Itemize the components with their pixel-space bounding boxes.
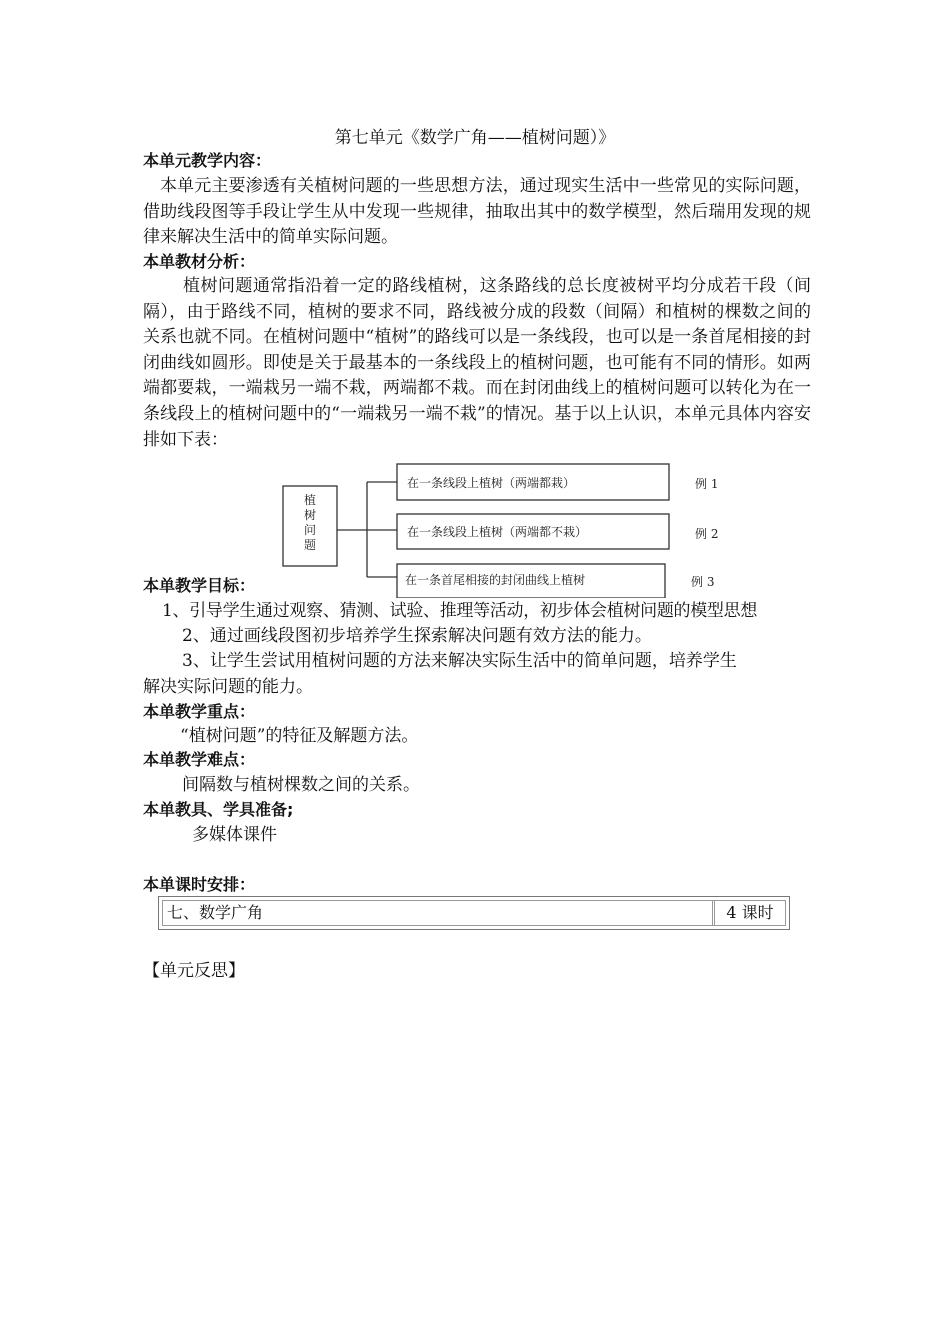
diagram-branch-label: 在一条线段上植树（两端都栽） (407, 476, 576, 490)
goal-item: 1、引导学生通过观察、猜测、试验、推理等活动，初步体会植树问题的模型思想 (162, 601, 758, 621)
analysis-heading: 本单教材分析： (143, 252, 256, 271)
goal-item: 解决实际问题的能力。 (143, 677, 313, 697)
content-paragraph: 本单元主要渗透有关植树问题的一些思想方法，通过现实生活中一些常见的实际问题，借助线段图等手段让学生从中发现一些规律，抽取出其中的数学模型，然后瑞用发现的规律来解决生活中的简单实际问题。 (143, 176, 811, 248)
diagram-root-char: 问 (303, 523, 317, 537)
key-points-heading: 本单教学重点： (143, 702, 256, 721)
diagram-example-label: 例 3 (691, 575, 715, 589)
difficulties-heading: 本单教学难点： (143, 750, 256, 769)
content-heading: 本单元教学内容： (143, 151, 272, 170)
table-row (162, 900, 786, 926)
tools-heading: 本单教具、学具准备; (143, 800, 294, 819)
goals-heading: 本单教学目标： (143, 576, 256, 595)
difficulties-text: 间隔数与植树棵数之间的关系。 (182, 775, 420, 795)
tree-problem-diagram (275, 456, 745, 598)
diagram-root-char: 树 (303, 508, 317, 522)
key-points-text: “植树问题”的特征及解题方法。 (180, 726, 419, 746)
schedule-hours: 4 课时 (726, 903, 774, 922)
goal-item: 3、让学生尝试用植树问题的方法来解决实际生活中的简单问题，培养学生 (182, 651, 737, 671)
diagram-root-char: 植 (303, 493, 317, 507)
analysis-paragraph: 植树问题通常指沿着一定的路线植树，这条路线的总长度被树平均分成若干段（间隔），由于路线不同，植树的要求不同，路线被分成的段数（间隔）和植树的棵数之间的关系也就不同。在植树问题中“植树”的路线可以是一条线段，也可以是一条首尾相接的封闭曲线如圆形。即使是关于最基本的一条线段上的植树问题，也可能有不同的情形。如两端都要栽，一端栽另一端不栽，两端都不栽。而在封闭曲线上的植树问题可以转化为在一条线段上的植树问题中的“一端栽另一端不栽”的情况。基于以上认识，本单元具体内容安排如下表： (143, 276, 811, 450)
schedule-heading: 本单课时安排： (143, 875, 256, 894)
schedule-unit-name: 七、数学广角 (163, 901, 715, 925)
diagram-branch-label: 在一条线段上植树（两端都不栽） (407, 525, 588, 539)
reflection-label: 【单元反思】 (143, 961, 245, 981)
page-title: 第七单元《数学广角——植树问题）》 (334, 128, 616, 148)
schedule-table (158, 896, 790, 930)
diagram-example-label: 例 1 (695, 477, 719, 491)
diagram-root-char: 题 (303, 538, 317, 552)
tools-text: 多媒体课件 (192, 825, 277, 845)
diagram-branch-label: 在一条首尾相接的封闭曲线上植树 (405, 573, 586, 587)
diagram-example-label: 例 2 (695, 527, 719, 541)
goal-item: 2、通过画线段图初步培养学生探索解决问题有效方法的能力。 (182, 626, 652, 646)
